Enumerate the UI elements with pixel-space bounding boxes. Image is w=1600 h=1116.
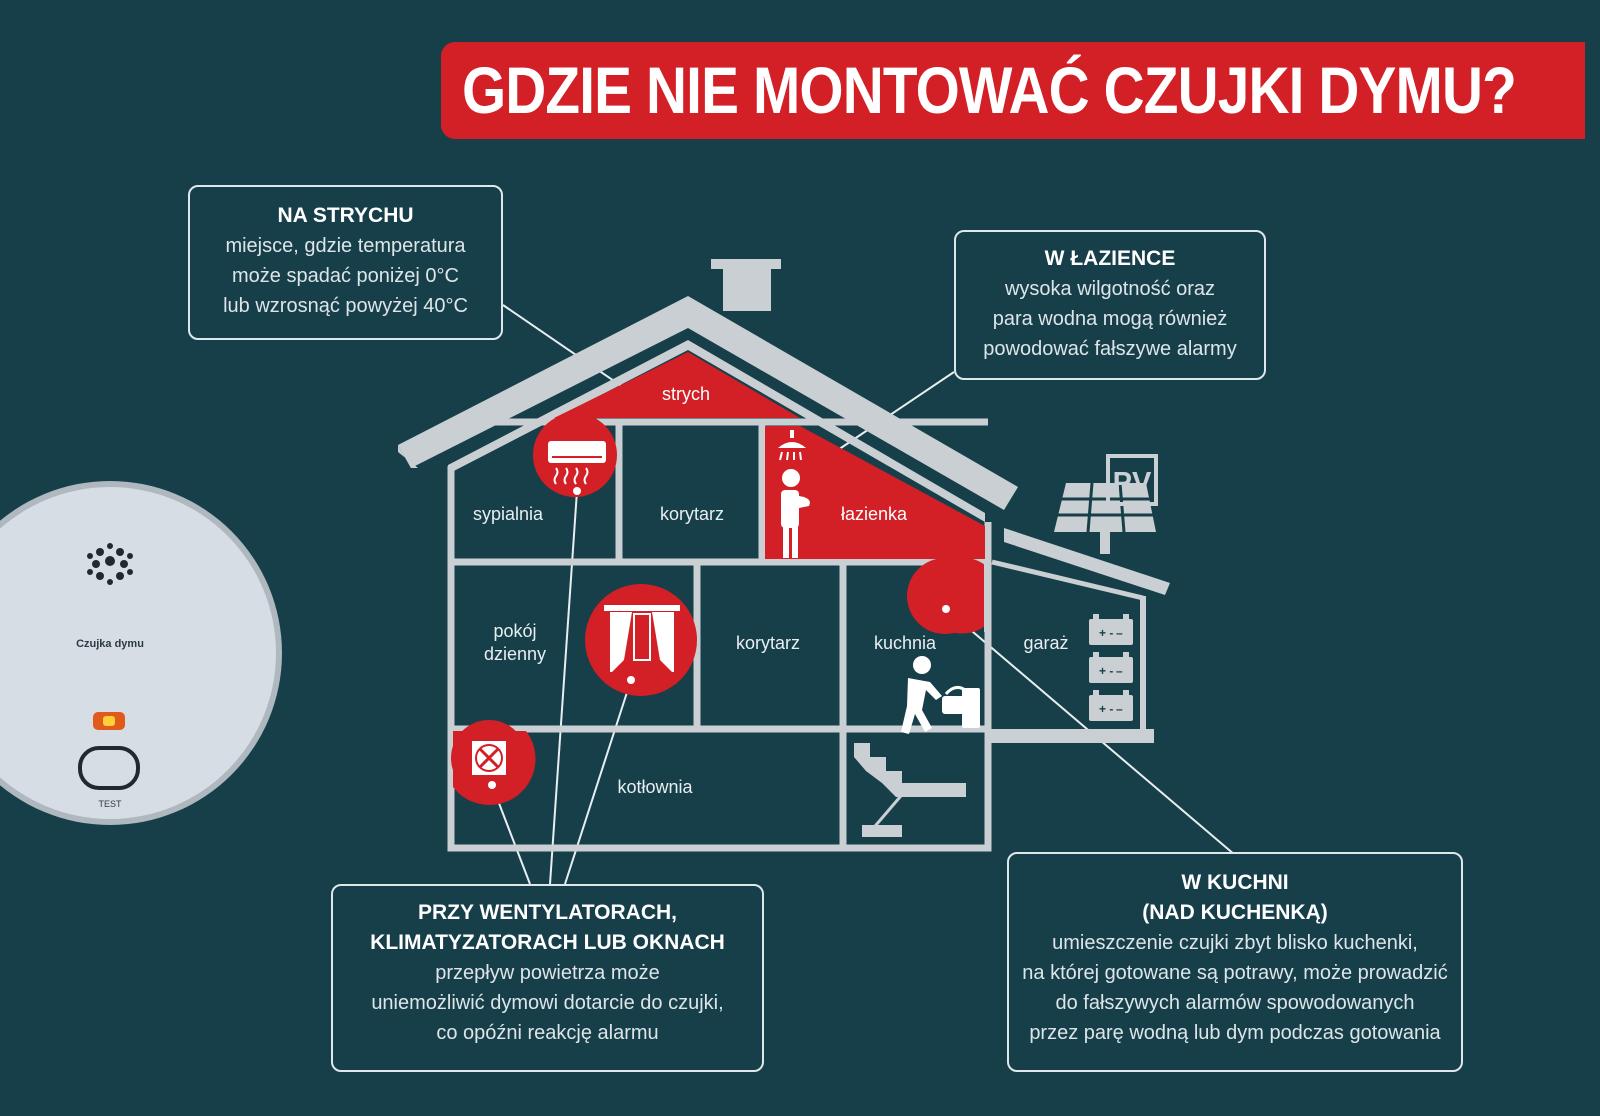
detector-label: Czujka dymu [76, 638, 144, 650]
callout-kitchen-heading: (NAD KUCHENKĄ) [1142, 901, 1328, 924]
room-label-corridor-top: korytarz [659, 504, 725, 524]
room-label-bedroom: sypialnia [472, 504, 544, 524]
garage [988, 528, 1170, 743]
callout-ventilation-heading: PRZY WENTYLATORACH, [417, 901, 677, 924]
room-label-attic: strych [661, 384, 711, 404]
room-label-boiler: kotłownia [617, 777, 693, 797]
callout-bathroom-line: powodować fałszywe alarmy [983, 338, 1237, 360]
stairs-icon [854, 743, 966, 837]
svg-text:+ -: + - [1099, 626, 1114, 640]
callout-attic [188, 185, 503, 340]
page-title: GDZIE NIE MONTOWAĆ CZUJKI DYMU? [462, 53, 1516, 127]
callout-ventilation-heading: KLIMATYZATORACH LUB OKNACH [370, 931, 725, 954]
callout-kitchen-line: na której gotowane są potrawy, może prowadzić [1022, 962, 1448, 984]
callout-bathroom-heading: W ŁAZIENCE [1044, 247, 1176, 270]
callout-ventilation-line: uniemożliwić dymowi dotarcie do czujki, [371, 992, 724, 1014]
svg-text:–: – [1116, 702, 1123, 716]
leader-line-ac [550, 491, 577, 884]
callout-ventilation [331, 884, 764, 1072]
svg-text:+ -: + - [1099, 702, 1114, 716]
hazard-ac [533, 413, 617, 497]
callout-kitchen-line: do fałszywych alarmów spowodowanych [1055, 992, 1415, 1014]
svg-text:+ -: + - [1099, 664, 1114, 678]
cook-icon [901, 656, 980, 734]
air-conditioner-icon [548, 441, 606, 463]
room-label-living-2: dzienny [483, 644, 547, 664]
room-label-garage: garaż [1023, 633, 1069, 653]
pv-sign [1108, 456, 1156, 504]
room-label-bathroom: łazienka [840, 504, 908, 524]
callout-bathroom-line: wysoka wilgotność oraz [1004, 278, 1216, 300]
room-label-corridor-mid: korytarz [735, 633, 801, 653]
battery-icon-stack [1089, 614, 1133, 721]
svg-text:–: – [1116, 664, 1123, 678]
svg-text:–: – [1116, 626, 1123, 640]
callout-kitchen [1007, 852, 1463, 1072]
callout-kitchen-heading: W KUCHNI [1181, 871, 1289, 894]
callout-attic-line: lub wzrosnąć powyżej 40°C [223, 295, 468, 317]
callout-bathroom [954, 230, 1266, 380]
hazard-window [585, 584, 697, 696]
room-label-living-1: pokój [493, 621, 537, 641]
hazard-kitchen [907, 558, 990, 635]
callout-kitchen-line: przez parę wodną lub dym podczas gotowania [1029, 1022, 1441, 1044]
smoke-detector [0, 481, 282, 825]
hazard-fan [451, 720, 535, 805]
test-button-label: TEST [98, 799, 122, 809]
chimney [711, 259, 781, 311]
callout-bathroom-line: para wodna mogą również [992, 308, 1228, 330]
callout-ventilation-line: przepływ powietrza może [435, 962, 660, 984]
pv-label: PV [1112, 467, 1152, 499]
callout-ventilation-line: co opóźni reakcję alarmu [436, 1022, 659, 1044]
callout-attic-heading: NA STRYCHU [277, 204, 414, 227]
callout-kitchen-line: umieszczenie czujki zbyt blisko kuchenki, [1052, 932, 1418, 954]
callout-attic-line: miejsce, gdzie temperatura [225, 235, 466, 257]
room-label-kitchen: kuchnia [873, 633, 937, 653]
callout-attic-line: może spadać poniżej 0°C [231, 265, 459, 287]
